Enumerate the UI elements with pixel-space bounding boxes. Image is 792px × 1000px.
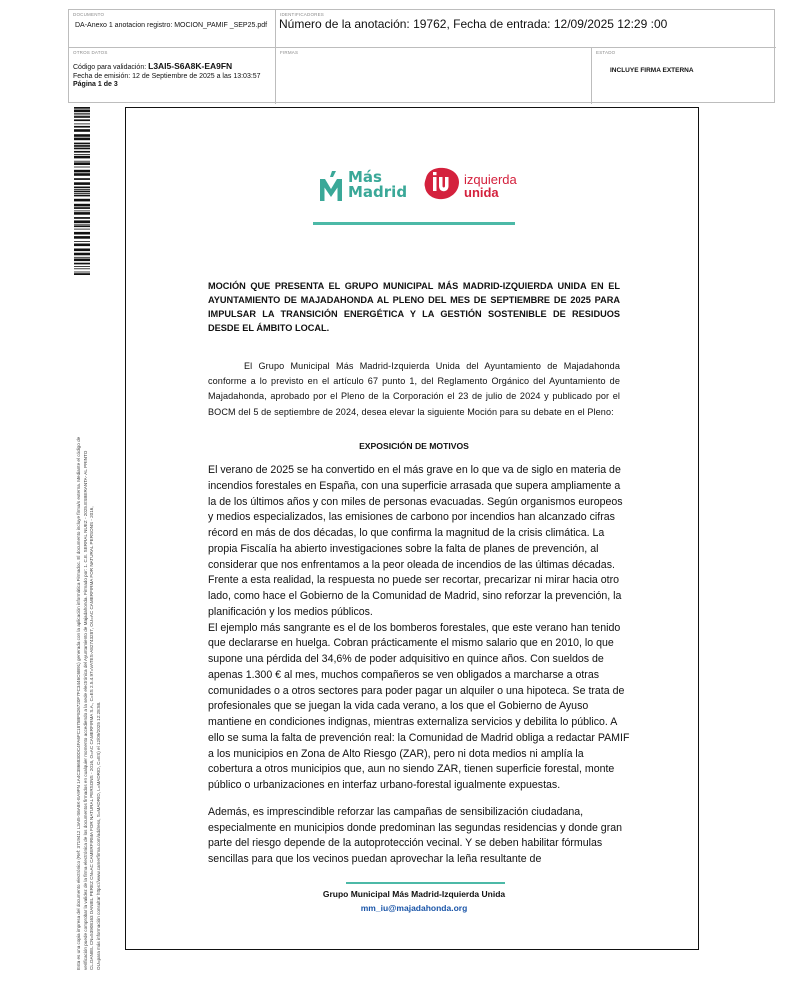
party-logos — [316, 158, 516, 213]
side-text-line: OU=para más información consultar https://www.camerfirma.com/address, S=MADRID, L=MADRID, C=ES) el 12/09/2025 12:28:58. — [95, 701, 101, 970]
iu-line2: unida — [464, 185, 499, 200]
firmas-cell — [276, 48, 592, 104]
footer-email-link[interactable]: mm_iu@majadahonda.org — [360, 903, 468, 913]
side-text-line: Esta es una copia impresa del documento electrónico (Ref: 3719412 L3AI5-S6A8K-EA9FN 1A4C3866830DC4FA6FC1875BF826720F7FC3446C6B91) generada con la aplicación informática Firmadoc. El documento incluye firma/s externa. Mediante el código de — [76, 436, 81, 970]
document-metadata-header — [68, 9, 775, 103]
body-paragraph: El ejemplo más sangrante es el de los bomberos forestales, que este verano han tenido que declararse en huelga. Cobran prácticamente el mismo salario que en 2010, lo que supone una pérdida del 34,6% de poder adquisitivo en quince años. Con sueldos de apenas 1.300 € al mes, muchos compañeros se ven obligados a marcharse a otras comunidades o a otros sectores para poder pagar un alquiler o una hipoteca. Se trata de profesionales que se juegan la vida cada verano, a los que el Gobierno de Ayuso mantiene en condiciones indignas, mientras externaliza servicios y debilita lo público. A ello se suma la falta de prevención real: la Comunidad de Madrid obliga a redactar PAMIF a los municipios en Zona de Alto Riesgo (ZAR), pero ni dota medios ni amplía la cobertura a otros municipios que, aun no siendo ZAR, tienen superficie forestal, monte público o urbanizaciones en interfaz urbano-forestal igualmente expuestas. — [208, 621, 630, 791]
mas-madrid-logo-text — [348, 170, 407, 200]
estado-value: INCLUYE FIRMA EXTERNA — [610, 67, 694, 74]
section-heading: EXPOSICIÓN DE MOTIVOS — [359, 441, 469, 451]
otros-datos-label: OTROS DATOS — [73, 50, 108, 55]
documento-filename[interactable]: DA-Anexo 1 anotacion registro: MOCION_PAMIF _SEP25.pdf — [75, 22, 268, 29]
firmas-label: FIRMAS — [280, 50, 299, 55]
intro-paragraph — [208, 359, 620, 420]
documento-cell — [69, 10, 276, 48]
intro-text: El Grupo Municipal Más Madrid-Izquierda Unida del Ayuntamiento de Majadahonda conforme a lo previsto en el artículo 67 punto 1, del Reglamento Orgánico del Ayuntamiento de Majadahonda, aprobado por el Pleno de la Corporación el 23 de julio de 2024 y publicado por el BOCM del 5 de septiembre de 2024, desea elevar la siguiente Moción para su debate en el Pleno: — [208, 361, 620, 417]
validation-code-label: Código para validación: — [73, 64, 147, 71]
side-text-line: verificación puede comprobar la validez de la firma electrónica de los documentos firmados en cualquier momento accediendo a la sede electrónica del Ayuntamiento de Majadahonda. Firmado por: 1. C.E. SERRAL NUEZ - 2025.ESBERANTA- AL PRINTO — [82, 450, 88, 970]
motion-title: MOCIÓN QUE PRESENTA EL GRUPO MUNICIPAL MÁS MADRID-IZQUIERDA UNIDA EN EL AYUNTAMIENTO DE MAJADAHONDA AL PLENO DEL MES DE SEPTIEMBRE DE 2025 PARA IMPULSAR LA TRANSICIÓN ENERGÉTICA Y LA GESTIÓN SOSTENIBLE DE RESIDUOS DESDE EL ÁMBITO LOCAL. — [208, 281, 620, 333]
document-body — [208, 463, 630, 868]
identificadores-cell — [276, 10, 776, 48]
mas-madrid-line2: Madrid — [348, 183, 408, 201]
body-paragraph: Además, es imprescindible reforzar las campañas de sensibilización ciudadana, especialmente en municipios donde predominan las segundas residencias y donde gran parte del riesgo depende de la autoprotección vecinal. Y se deben habilitar fórmulas sencillas para que los vecinos puedan aprovechar la leña resultante de — [208, 805, 623, 865]
validation-code-row — [73, 62, 273, 73]
document-page — [125, 107, 699, 950]
barcode-icon — [74, 107, 90, 275]
body-paragraph: El verano de 2025 se ha convertido en el más grave en lo que va de siglo en materia de incendios forestales en España, con una superficie arrasada que supera ampliamente a la de los últimos años y con miles de personas evacuadas. Según organismos europeos y medios especializados, las emisiones de carbono por incendios han alcanzado cifras récord en más de dos décadas, lo que confirma la magnitud de la crisis climática. La propia Fiscalía ha abierto investigaciones sobre la falta de planes de prevención, al considerar que nos enfrentamos a la peor oleada de incendios de las últimas décadas. Frente a esta realidad, la respuesta no puede ser recortar, precarizar ni mirar hacia otro lado, como hace el Gobierno de la Comunidad de Madrid, sino reforzar la prevención, la planificación y los medios públicos. — [208, 464, 623, 618]
otros-datos-cell — [69, 48, 276, 104]
otros-datos-content — [73, 62, 273, 90]
footer-group-name: Grupo Municipal Más Madrid-Izquierda Unida — [322, 889, 506, 899]
mas-madrid-line1: Más — [348, 168, 382, 186]
registro-entry-text: Número de la anotación: 19762, Fecha de entrada: 12/09/2025 12:29 :00 — [279, 17, 668, 31]
identificadores-label: IDENTIFICADORES — [280, 12, 325, 17]
footer-divider — [346, 882, 505, 884]
issue-date: Fecha de emisión: 12 de Septiembre de 2025 a las 13:03:57 — [73, 72, 261, 80]
side-validation-text — [76, 285, 116, 970]
izquierda-unida-logo-icon — [422, 164, 462, 204]
logo-divider — [313, 222, 515, 225]
page-count: Página 1 de 3 — [73, 81, 118, 88]
mas-madrid-logo-icon — [318, 170, 344, 202]
iu-line1: izquierda — [464, 172, 517, 187]
documento-label: DOCUMENTO — [73, 12, 105, 17]
side-text-line: CL.DANIEL CN=53908163 DANIEL PEREZ CN=AC CAMERFIRMA FOR NATURAL PERSONS - 2016, O=AC CAMERFIRMA S.A., C=ES 2.5.4.97=VATES-A82743287, OU=AC CAMERFIRMA FOR NATURAL PERSONS - 2016, — [89, 506, 95, 970]
izquierda-unida-logo-text — [464, 173, 517, 199]
validation-code[interactable]: L3AI5-S6A8K-EA9FN — [148, 61, 233, 71]
estado-cell — [592, 48, 776, 104]
estado-label: ESTADO — [596, 50, 616, 55]
